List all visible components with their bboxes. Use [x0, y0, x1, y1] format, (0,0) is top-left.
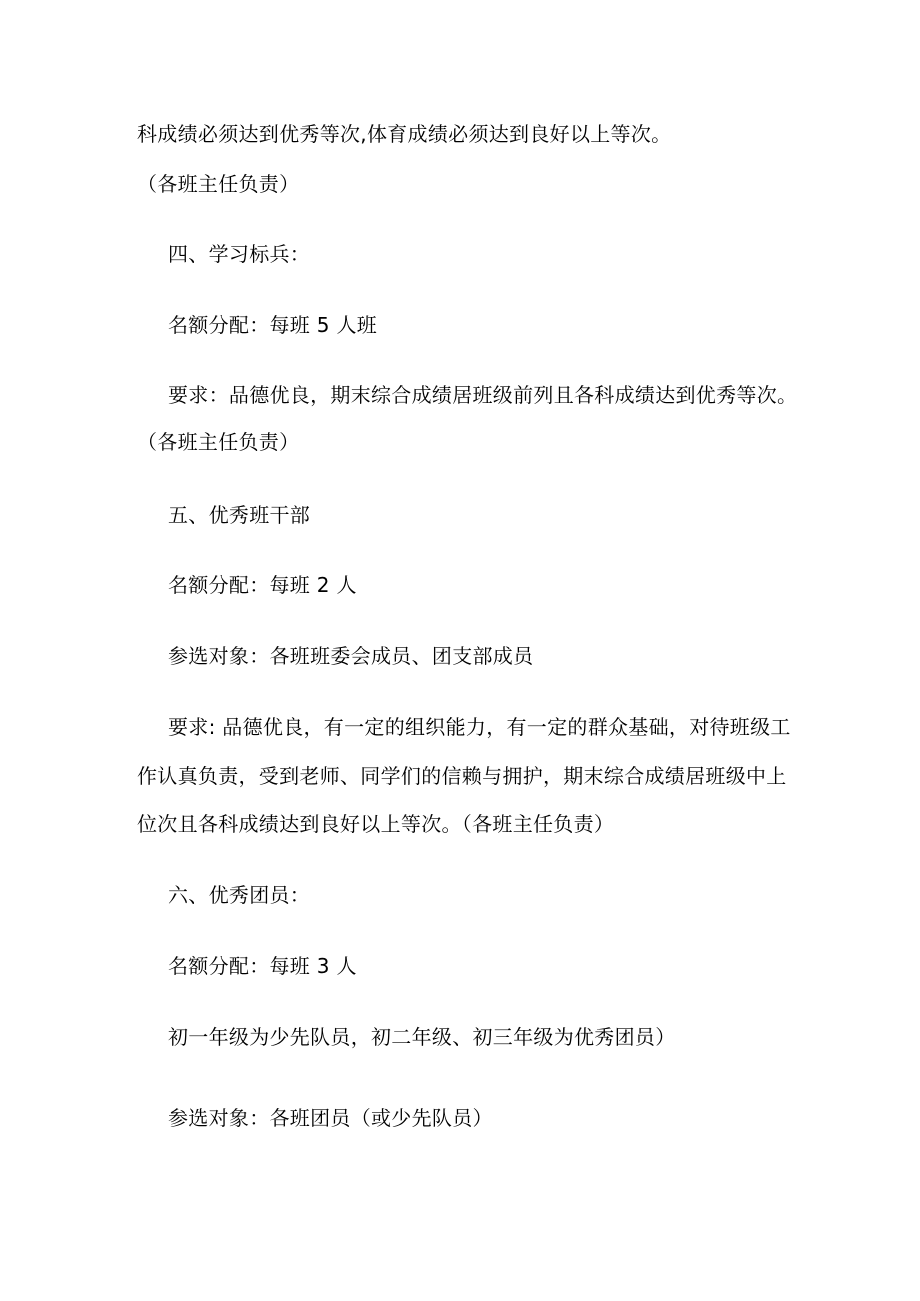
section-heading-class-cadre: 五、优秀班干部 [168, 503, 311, 527]
section-heading-study-model: 四、学习标兵： [168, 242, 311, 266]
requirement-class-cadre-line-1: 要求: 品德优良，有一定的组织能力，有一定的群众基础，对待班级工 [168, 715, 791, 739]
grade-note-league-member: 初一年级为少先队员，初二年级、初三年级为优秀团员） [168, 1025, 676, 1049]
requirement-class-cadre-line-3: 位次且各科成绩达到良好以上等次。（各班主任负责） [137, 812, 615, 836]
requirement-study-model-line-1: 要求：品德优良，期末综合成绩居班级前列且各科成绩达到优秀等次。 [168, 383, 798, 407]
quota-study-model: 名额分配：每班 5 人班 [168, 313, 378, 337]
paragraph-continuation-line-1: 科成绩必须达到优秀等次,体育成绩必须达到良好以上等次。 [137, 122, 672, 146]
paragraph-continuation-line-2: （各班主任负责） [137, 172, 300, 196]
quota-league-member: 名额分配：每班 3 人 [168, 954, 357, 978]
eligibility-league-member: 参选对象：各班团员（或少先队员） [168, 1106, 493, 1130]
requirement-class-cadre-line-2: 作认真负责，受到老师、同学们的信赖与拥护，期末综合成绩居班级中上 [137, 764, 787, 788]
eligibility-class-cadre: 参选对象：各班班委会成员、团支部成员 [168, 644, 534, 668]
quota-class-cadre: 名额分配：每班 2 人 [168, 573, 357, 597]
requirement-study-model-line-2: （各班主任负责） [137, 430, 300, 454]
section-heading-league-member: 六、优秀团员： [168, 883, 311, 907]
